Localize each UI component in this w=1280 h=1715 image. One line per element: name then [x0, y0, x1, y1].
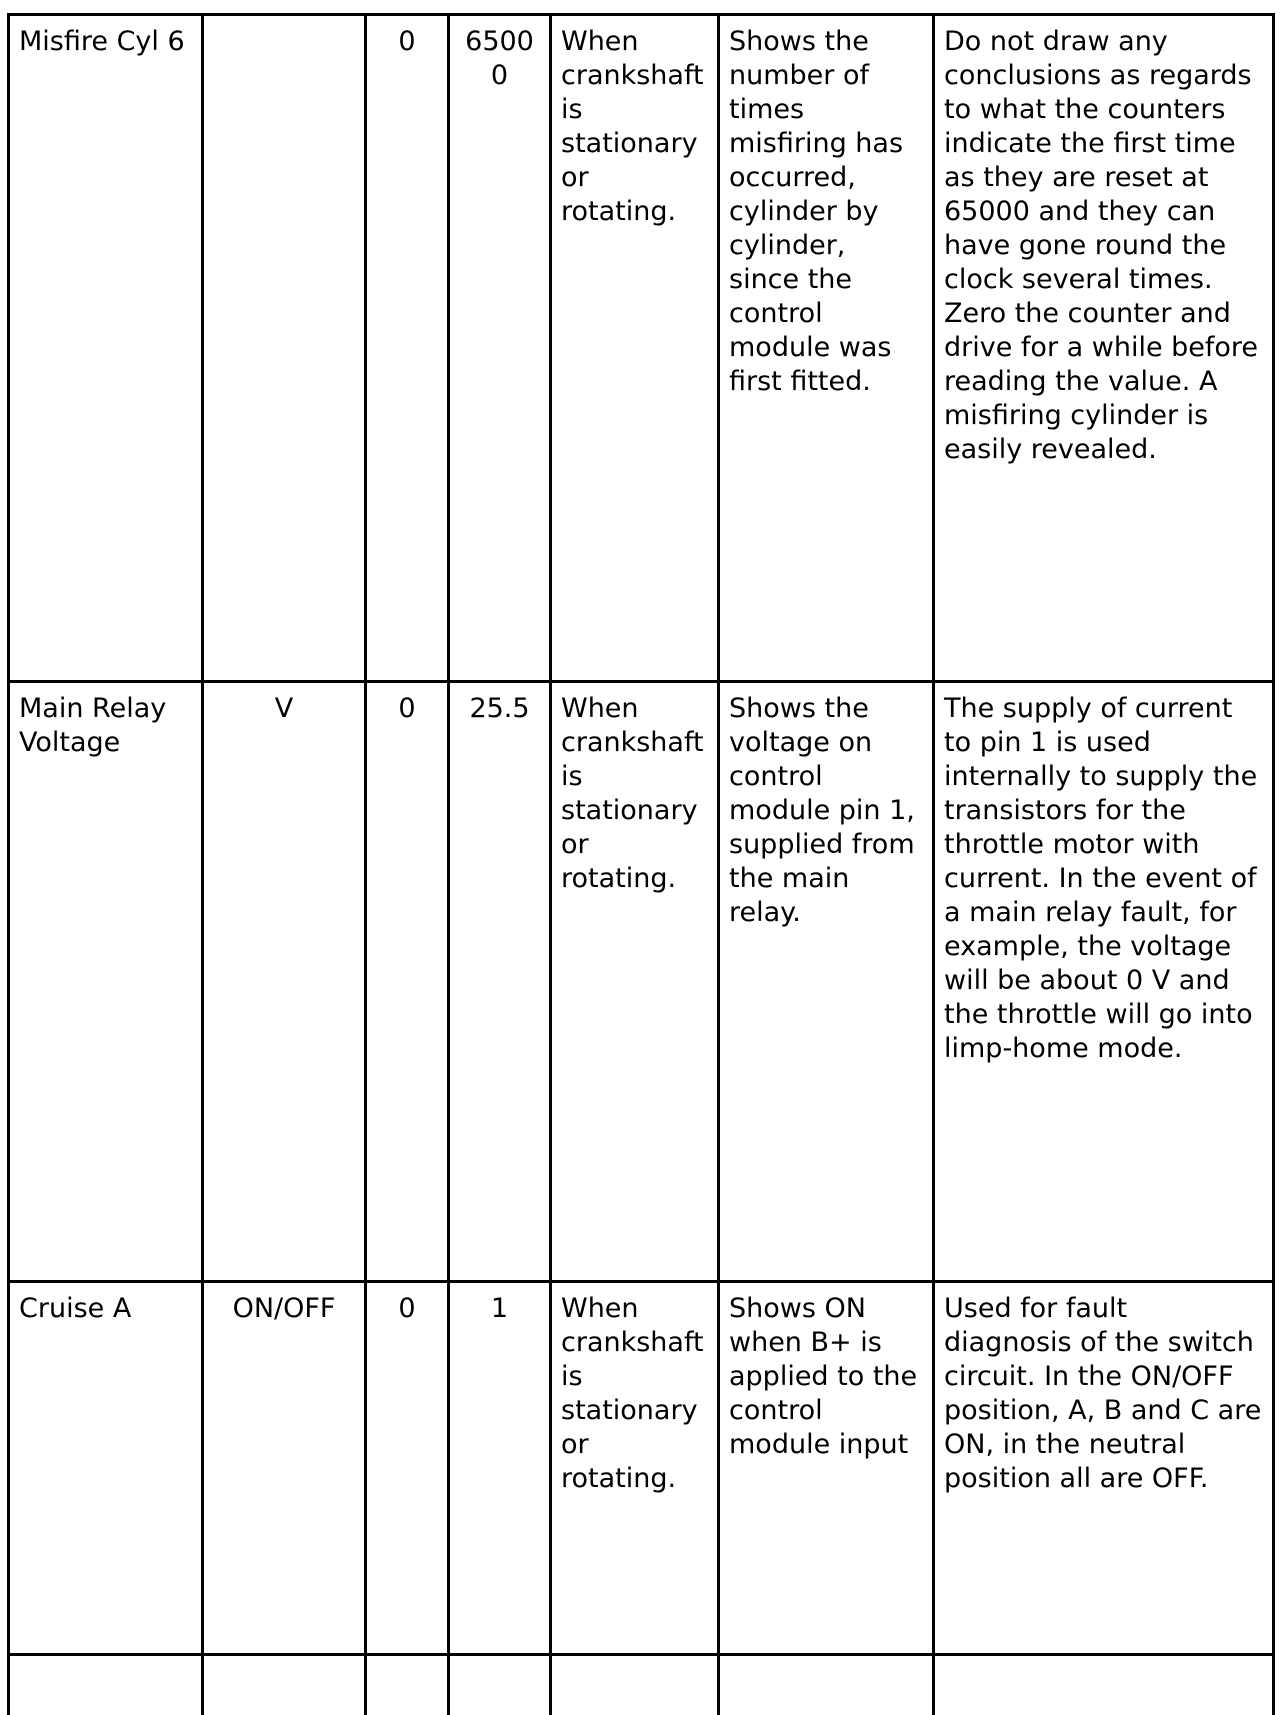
parameter-max-cell: 1 — [449, 1282, 551, 1655]
empty-cell — [719, 1655, 934, 1715]
empty-cell — [9, 1655, 203, 1715]
parameter-min-cell: 0 — [366, 1282, 449, 1655]
parameter-condition-cell: When crankshaft is stationary or rotating. — [551, 15, 719, 682]
parameter-table — [7, 13, 1275, 1715]
parameter-unit-cell: V — [203, 682, 366, 1282]
parameter-description-cell: Shows ON when B+ is applied to the control module input — [719, 1282, 934, 1655]
empty-cell — [551, 1655, 719, 1715]
parameter-condition-cell: When crankshaft is stationary or rotating. — [551, 1282, 719, 1655]
table-row — [9, 682, 1274, 1282]
empty-cell — [449, 1655, 551, 1715]
table-row — [9, 1282, 1274, 1655]
parameter-note-cell: Do not draw any conclusions as regards to what the counters indicate the first time as they are reset at 65000 and they can have gone round the clock several times. Zero the counter and drive for a while before reading the value. A misfiring cylinder is easily revealed. — [934, 15, 1274, 682]
parameter-note-cell: The supply of current to pin 1 is used internally to supply the transistors for the throttle motor with current. In the event of a main relay fault, for example, the voltage will be about 0 V and the throttle will go into limp-home mode. — [934, 682, 1274, 1282]
parameter-name-cell: Cruise A — [9, 1282, 203, 1655]
parameter-unit-cell — [203, 15, 366, 682]
empty-cell — [366, 1655, 449, 1715]
parameter-max-cell: 65000 — [449, 15, 551, 682]
empty-cell — [203, 1655, 366, 1715]
parameter-min-cell: 0 — [366, 682, 449, 1282]
parameter-max-cell: 25.5 — [449, 682, 551, 1282]
parameter-unit-cell: ON/OFF — [203, 1282, 366, 1655]
parameter-min-cell: 0 — [366, 15, 449, 682]
parameter-description-cell: Shows the number of times misfiring has occurred, cylinder by cylinder, since the control module was first fitted. — [719, 15, 934, 682]
table-row — [9, 15, 1274, 682]
parameter-condition-cell: When crankshaft is stationary or rotating. — [551, 682, 719, 1282]
parameter-description-cell: Shows the voltage on control module pin 1, supplied from the main relay. — [719, 682, 934, 1282]
parameter-name-cell: Main Relay Voltage — [9, 682, 203, 1282]
table-row-cut-off — [9, 1655, 1274, 1715]
parameter-note-cell: Used for fault diagnosis of the switch circuit. In the ON/OFF position, A, B and C are ON, in the neutral position all are OFF. — [934, 1282, 1274, 1655]
empty-cell — [934, 1655, 1274, 1715]
parameter-name-cell: Misfire Cyl 6 — [9, 15, 203, 682]
